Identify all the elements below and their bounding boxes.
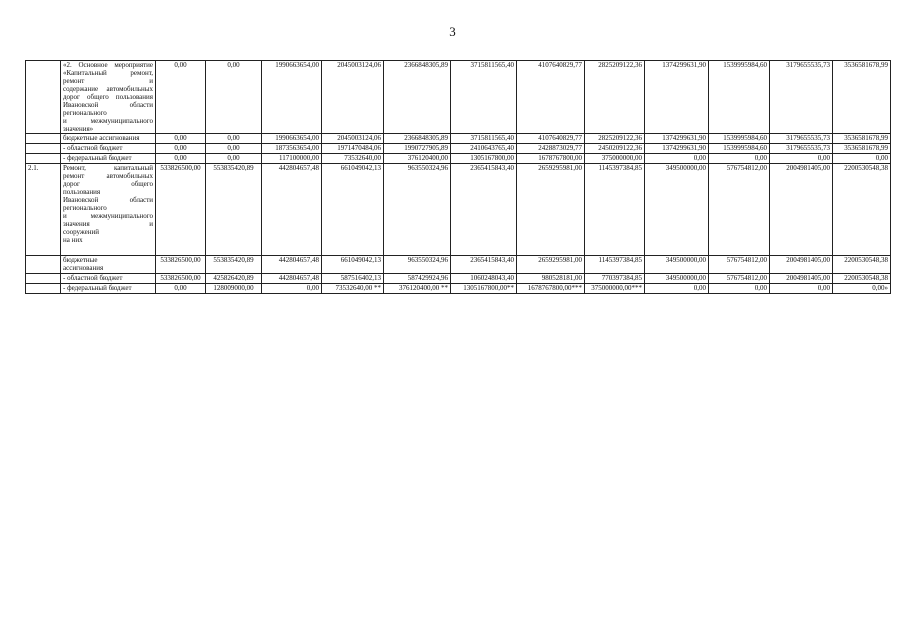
row-label-cell — [61, 256, 156, 274]
value-cell: 576754812,00 — [709, 256, 770, 274]
row-number-cell — [26, 134, 61, 144]
value-cell: 2825209122,36 — [585, 134, 645, 144]
value-cell: 3179655535,73 — [770, 144, 833, 154]
row-label-line: сооружений — [63, 228, 100, 236]
value-cell: 0,00 — [156, 284, 206, 294]
value-cell: 0,00 — [156, 144, 206, 154]
table-row — [26, 164, 891, 256]
value-cell: 0,00 — [156, 154, 206, 164]
row-label-line: содержание автомобильных — [63, 85, 153, 93]
table-row — [26, 134, 891, 144]
value-cell: 770397384,85 — [585, 274, 645, 284]
value-cell: 0,00 — [833, 154, 891, 164]
table-row — [26, 61, 891, 134]
value-cell: 1374299631,90 — [645, 134, 709, 144]
row-label-cell — [61, 274, 156, 284]
row-number-cell — [26, 144, 61, 154]
row-label-line: бюджетные ассигнования — [63, 134, 140, 142]
row-label-line: Ивановской области — [63, 101, 153, 109]
value-cell: 0,00 — [645, 154, 709, 164]
row-label-cell — [61, 144, 156, 154]
value-cell: 533826500,00 — [156, 256, 206, 274]
value-cell: 128009000,00 — [206, 284, 262, 294]
row-number-cell — [26, 256, 61, 274]
row-label-line: - областной бюджет — [63, 274, 123, 282]
row-number-cell: 2.1. — [26, 164, 61, 256]
value-cell: 0,00 — [709, 154, 770, 164]
value-cell: 73532640,00 ** — [322, 284, 384, 294]
value-cell: 1374299631,90 — [645, 61, 709, 134]
value-cell: 375000000,00*** — [585, 284, 645, 294]
row-label-line: дорог общего — [63, 180, 153, 188]
row-label-cell — [61, 284, 156, 294]
row-number-cell — [26, 61, 61, 134]
value-cell: 553835420,89 — [206, 164, 262, 256]
row-label-line: - федеральный бюджет — [63, 154, 132, 162]
row-label-cell — [61, 134, 156, 144]
value-cell: 587516402,13 — [322, 274, 384, 284]
value-cell: 0,00 — [206, 154, 262, 164]
value-cell: 4107640829,77 — [517, 61, 585, 134]
row-number-cell — [26, 284, 61, 294]
value-cell: 2365415843,40 — [451, 164, 517, 256]
value-cell: 2366848305,89 — [384, 134, 451, 144]
value-cell: 0,00 — [770, 154, 833, 164]
value-cell: 0,00 — [206, 61, 262, 134]
row-label-line: регионального — [63, 109, 107, 117]
table-body — [26, 61, 891, 294]
value-cell: 2365415843,40 — [451, 256, 517, 274]
budget-table — [25, 60, 891, 294]
value-cell: 0,00 — [156, 134, 206, 144]
value-cell: 963550324,96 — [384, 164, 451, 256]
value-cell: 1539995984,60 — [709, 134, 770, 144]
value-cell: 0,00 — [156, 61, 206, 134]
row-label-line: - областной бюджет — [63, 144, 123, 152]
row-label-cell — [61, 61, 156, 134]
value-cell: 3536581678,99 — [833, 61, 891, 134]
table-row — [26, 154, 891, 164]
value-cell: 576754812,00 — [709, 164, 770, 256]
value-cell: 2200530548,38 — [833, 274, 891, 284]
row-number-cell — [26, 274, 61, 284]
table-row — [26, 284, 891, 294]
row-label-line: и межмуниципального значения» — [63, 117, 153, 133]
row-label-line: пользования — [63, 188, 101, 196]
value-cell: 375000000,00 — [585, 154, 645, 164]
row-label-line: ремонт автомобильных — [63, 172, 153, 180]
row-label-line: Ивановской области — [63, 196, 153, 204]
row-label-line: ассигнования — [63, 264, 104, 272]
value-cell: 1678767800,00 — [517, 154, 585, 164]
value-cell: 1539995984,60 — [709, 61, 770, 134]
value-cell: 1145397384,85 — [585, 256, 645, 274]
value-cell: 2825209122,36 — [585, 61, 645, 134]
value-cell: 1990727905,89 — [384, 144, 451, 154]
value-cell: 1990663654,00 — [262, 134, 322, 144]
row-label-line: «2. Основное мероприятие — [63, 61, 153, 69]
value-cell: 3536581678,99 — [833, 144, 891, 154]
value-cell: 442804657,48 — [262, 274, 322, 284]
value-cell: 2366848305,89 — [384, 61, 451, 134]
table-row — [26, 144, 891, 154]
value-cell: 0,00 — [709, 284, 770, 294]
value-cell: 576754812,00 — [709, 274, 770, 284]
value-cell: 1539995984,60 — [709, 144, 770, 154]
value-cell: 0,00 — [262, 284, 322, 294]
value-cell: 2410643765,40 — [451, 144, 517, 154]
value-cell: 3536581678,99 — [833, 134, 891, 144]
value-cell: 661049042,13 — [322, 256, 384, 274]
value-cell: 0,00» — [833, 284, 891, 294]
value-cell: 0,00 — [206, 134, 262, 144]
row-label-line: на них — [63, 236, 83, 244]
value-cell: 349500000,00 — [645, 164, 709, 256]
value-cell: 442804657,48 — [262, 256, 322, 274]
value-cell: 2450209122,36 — [585, 144, 645, 154]
value-cell: 376120400,00 ** — [384, 284, 451, 294]
row-label-cell — [61, 154, 156, 164]
row-label-cell — [61, 164, 156, 256]
value-cell: 2045003124,06 — [322, 134, 384, 144]
table-row — [26, 256, 891, 274]
value-cell: 2428873029,77 — [517, 144, 585, 154]
value-cell: 2659295981,00 — [517, 164, 585, 256]
row-label-line: «Капитальный ремонт, ремонт и — [63, 69, 153, 85]
value-cell: 4107640829,77 — [517, 134, 585, 144]
value-cell: 1990663654,00 — [262, 61, 322, 134]
row-label-line: дорог общего пользования — [63, 93, 153, 101]
row-label-line: и межмуниципального — [63, 212, 153, 220]
value-cell: 2659295981,00 — [517, 256, 585, 274]
value-cell: 1060248043,40 — [451, 274, 517, 284]
page-number: 3 — [449, 24, 456, 39]
value-cell: 0,00 — [206, 144, 262, 154]
value-cell: 980528181,00 — [517, 274, 585, 284]
value-cell: 1873563654,00 — [262, 144, 322, 154]
value-cell: 0,00 — [645, 284, 709, 294]
value-cell: 661049042,13 — [322, 164, 384, 256]
value-cell: 553835420,89 — [206, 256, 262, 274]
value-cell: 3179655535,73 — [770, 61, 833, 134]
value-cell: 1971470484,06 — [322, 144, 384, 154]
value-cell: 1678767800,00*** — [517, 284, 585, 294]
value-cell: 1374299631,90 — [645, 144, 709, 154]
row-label-line: - федеральный бюджет — [63, 284, 132, 292]
value-cell: 2004981405,00 — [770, 164, 833, 256]
value-cell: 117100000,00 — [262, 154, 322, 164]
row-label-line: Ремонт, капитальный — [63, 164, 153, 172]
value-cell: 349500000,00 — [645, 256, 709, 274]
value-cell: 1305167800,00 — [451, 154, 517, 164]
value-cell: 533826500,00 — [156, 164, 206, 256]
value-cell: 0,00 — [770, 284, 833, 294]
row-label-line: регионального — [63, 204, 107, 212]
value-cell: 3715811565,40 — [451, 134, 517, 144]
table-row — [26, 274, 891, 284]
row-number-cell — [26, 154, 61, 164]
row-label-line: значения и — [63, 220, 153, 228]
value-cell: 73532640,00 — [322, 154, 384, 164]
value-cell: 1145397384,85 — [585, 164, 645, 256]
value-cell: 425826420,89 — [206, 274, 262, 284]
value-cell: 376120400,00 — [384, 154, 451, 164]
value-cell: 3179655535,73 — [770, 134, 833, 144]
value-cell: 2004981405,00 — [770, 256, 833, 274]
value-cell: 533826500,00 — [156, 274, 206, 284]
value-cell: 1305167800,00** — [451, 284, 517, 294]
value-cell: 2200530548,38 — [833, 256, 891, 274]
value-cell: 349500000,00 — [645, 274, 709, 284]
value-cell: 2045003124,06 — [322, 61, 384, 134]
value-cell: 442804657,48 — [262, 164, 322, 256]
value-cell: 2200530548,38 — [833, 164, 891, 256]
value-cell: 3715811565,40 — [451, 61, 517, 134]
value-cell: 963550324,96 — [384, 256, 451, 274]
value-cell: 587429924,96 — [384, 274, 451, 284]
value-cell: 2004981405,00 — [770, 274, 833, 284]
row-label-line: бюджетные — [63, 256, 98, 264]
